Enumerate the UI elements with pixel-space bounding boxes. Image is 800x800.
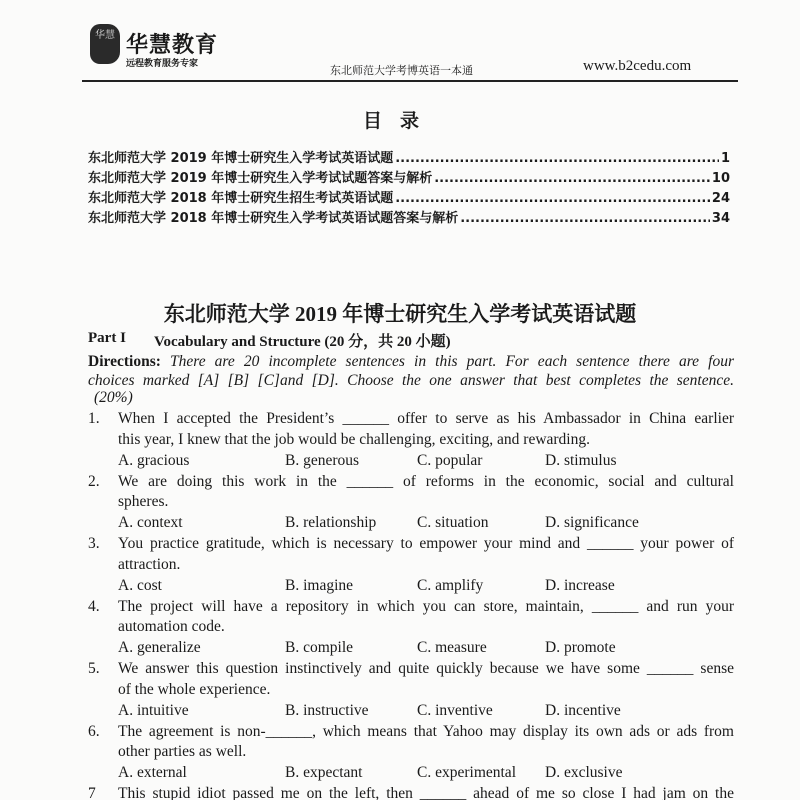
question-text: You practice gratitude, which is necessary to empower your mind and ______ your power of xyxy=(118,535,734,552)
header-book-title: 东北师范大学考博英语一本通 xyxy=(330,64,473,77)
answer-option: A. gracious xyxy=(118,451,190,469)
answer-option: B. generous xyxy=(285,451,360,469)
question-text: We are doing this work in the ______ of reforms in the economic, social and cultural xyxy=(118,472,734,490)
directions-line xyxy=(88,352,734,371)
answer-option: C. popular xyxy=(417,451,483,469)
answer-option: A. generalize xyxy=(118,639,201,656)
toc-entry-title: 东北师范大学 2018 年博士研究生招生考试英语试题 xyxy=(88,191,394,206)
toc-entry xyxy=(88,210,730,228)
toc-entry-page: 10 xyxy=(711,171,730,186)
toc-entry-page: 34 xyxy=(711,211,730,226)
answer-option: A. intuitive xyxy=(118,701,189,719)
question-number: 3. xyxy=(88,535,100,552)
header-url: www.b2cedu.com xyxy=(583,58,692,74)
brand-name: 华慧教育 xyxy=(126,33,219,58)
answer-option: B. relationship xyxy=(285,514,377,531)
question-text: We answer this question instinctively and quite quickly because we have some ______ sense xyxy=(118,660,734,677)
toc-entry-page: 24 xyxy=(711,191,730,206)
toc-leader-dots xyxy=(460,210,710,228)
answer-option: C. inventive xyxy=(417,701,493,719)
toc-leader-dots xyxy=(434,170,710,188)
part-title: Vocabulary and Structure (20 分，共 20 小题) xyxy=(154,334,451,350)
toc-entry xyxy=(88,190,730,208)
brand-slogan: 远程教育服务专家 xyxy=(126,59,199,69)
answer-option: A. cost xyxy=(118,576,162,594)
toc-title: 目录 xyxy=(362,110,437,132)
answer-option: B. imagine xyxy=(285,576,354,594)
toc-entry-page: 1 xyxy=(720,151,730,166)
question-text: This stupid idiot passed me on the left, then ______ ahead of me so close I had jam on the xyxy=(118,785,734,800)
question-text: spheres. xyxy=(118,493,169,510)
answer-option: D. stimulus xyxy=(545,451,617,469)
answer-option: B. compile xyxy=(285,639,354,656)
logo-text: 华慧 xyxy=(95,30,115,41)
part-label: Part I xyxy=(88,330,126,346)
question-number: 4. xyxy=(88,597,100,615)
toc-leader-dots xyxy=(395,150,719,168)
toc-entry-title: 东北师范大学 2019 年博士研究生入学考试试题答案与解析 xyxy=(88,171,433,186)
directions-text: choices marked [A] [B] [C]and [D]. Choose the one answer that best completes the sentence. xyxy=(88,372,734,389)
answer-option: D. promote xyxy=(545,639,616,656)
question-text: of the whole experience. xyxy=(118,680,271,698)
question-text: attraction. xyxy=(118,555,181,573)
question-number: 1. xyxy=(88,410,100,427)
question-number: 5. xyxy=(88,660,100,677)
toc-entry-title: 东北师范大学 2019 年博士研究生入学考试英语试题 xyxy=(88,151,394,166)
question-text: The agreement is non-______, which means that Yahoo may display its own ads or ads from xyxy=(118,722,734,740)
question-text: The project will have a repository in which you can store, maintain, ______ and run your xyxy=(118,597,734,615)
answer-option: A. context xyxy=(118,514,183,531)
answer-option: A. external xyxy=(118,764,187,781)
toc-entry xyxy=(88,170,730,188)
answer-option: C. experimental xyxy=(417,764,516,781)
question-number: 7 xyxy=(88,785,96,800)
answer-option: D. significance xyxy=(545,514,639,531)
answer-option: B. instructive xyxy=(285,701,369,719)
toc-entry xyxy=(88,150,730,168)
question-text: automation code. xyxy=(118,618,225,635)
question-number: 6. xyxy=(88,722,100,740)
header-divider xyxy=(82,80,738,82)
answer-option: D. incentive xyxy=(545,701,621,719)
toc-entry-title: 东北师范大学 2018 年博士研究生入学考试英语试题答案与解析 xyxy=(88,211,459,226)
answer-option: C. measure xyxy=(417,639,487,656)
question-text: When I accepted the President’s ______ offer to serve as his Ambassador in China earlier xyxy=(118,410,734,427)
question-number: 2. xyxy=(88,472,100,490)
answer-option: D. exclusive xyxy=(545,764,623,781)
directions-text: (20%) xyxy=(94,389,133,406)
question-text: this year, I knew that the job would be challenging, exciting, and rewarding. xyxy=(118,430,590,448)
directions-text: There are 20 incomplete sentences in this part. For each sentence there are four xyxy=(170,353,734,370)
answer-option: B. expectant xyxy=(285,764,363,781)
logo-icon xyxy=(90,24,120,64)
toc-leader-dots xyxy=(395,190,710,208)
question-text: other parties as well. xyxy=(118,743,247,760)
answer-option: D. increase xyxy=(545,576,615,594)
exam-title: 东北师范大学 2019 年博士研究生入学考试英语试题 xyxy=(163,302,637,326)
answer-option: C. amplify xyxy=(417,576,484,594)
directions-label: Directions: xyxy=(88,353,161,370)
directions-line xyxy=(94,388,740,407)
answer-option: C. situation xyxy=(417,514,489,531)
